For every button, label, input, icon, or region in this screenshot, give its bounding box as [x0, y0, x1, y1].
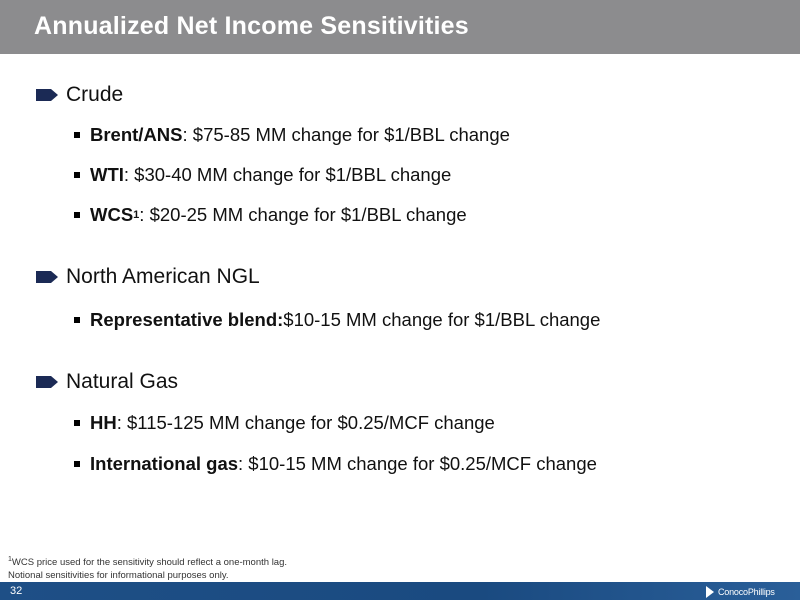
slide-title: Annualized Net Income Sensitivities	[34, 12, 469, 40]
square-bullet-icon	[74, 172, 80, 178]
footnote-text: WCS price used for the sensitivity should reflect a one-month lag.	[11, 557, 288, 568]
footnote	[8, 556, 287, 582]
brand-logo-text: ConocoPhillips	[718, 586, 775, 597]
list-item: WCS 1 : $20-25 MM change for $1/BBL change	[74, 203, 467, 227]
section-label: North American NGL	[66, 265, 260, 288]
item-text: : $10-15 MM change for $0.25/MCF change	[238, 453, 597, 474]
section-label: Natural Gas	[66, 370, 179, 393]
title-bar	[0, 0, 800, 54]
logo-arrow-icon	[706, 586, 714, 598]
square-bullet-icon	[74, 132, 80, 138]
item-term: WTI	[90, 164, 124, 185]
arrow-bullet-icon	[36, 89, 58, 101]
section-label: Crude	[66, 83, 124, 106]
item-term: International gas	[90, 453, 239, 474]
item-text: : $20-25 MM change for $1/BBL change	[139, 204, 467, 225]
section-ngl	[36, 264, 260, 290]
item-text: : $30-40 MM change for $1/BBL change	[123, 164, 452, 185]
footnote-line	[8, 556, 287, 569]
item-text: : $115-125 MM change for $0.25/MCF change	[116, 412, 495, 433]
list-item	[74, 163, 451, 187]
list-item	[74, 411, 495, 435]
square-bullet-icon	[74, 212, 80, 218]
item-text: $10-15 MM change for $1/BBL change	[283, 309, 601, 330]
section-crude	[36, 82, 123, 108]
page-number: 32	[10, 585, 23, 597]
list-item	[74, 308, 600, 332]
footer-bar	[0, 582, 800, 600]
arrow-bullet-icon	[36, 271, 58, 283]
arrow-bullet-icon	[36, 376, 58, 388]
footnote-marker: 1	[8, 555, 12, 563]
square-bullet-icon	[74, 420, 80, 426]
list-item	[74, 123, 510, 147]
square-bullet-icon	[74, 317, 80, 323]
section-natural-gas	[36, 369, 178, 395]
square-bullet-icon	[74, 461, 80, 467]
item-term: HH	[90, 412, 117, 433]
item-term: WCS	[90, 204, 134, 225]
list-item	[74, 452, 597, 476]
item-text: : $75-85 MM change for $1/BBL change	[182, 124, 510, 145]
brand-logo	[706, 585, 775, 598]
item-term: Representative blend:	[90, 309, 284, 330]
footnote-line: Notional sensitivities for informational purposes only.	[8, 570, 229, 581]
item-term: Brent/ANS	[90, 124, 183, 145]
